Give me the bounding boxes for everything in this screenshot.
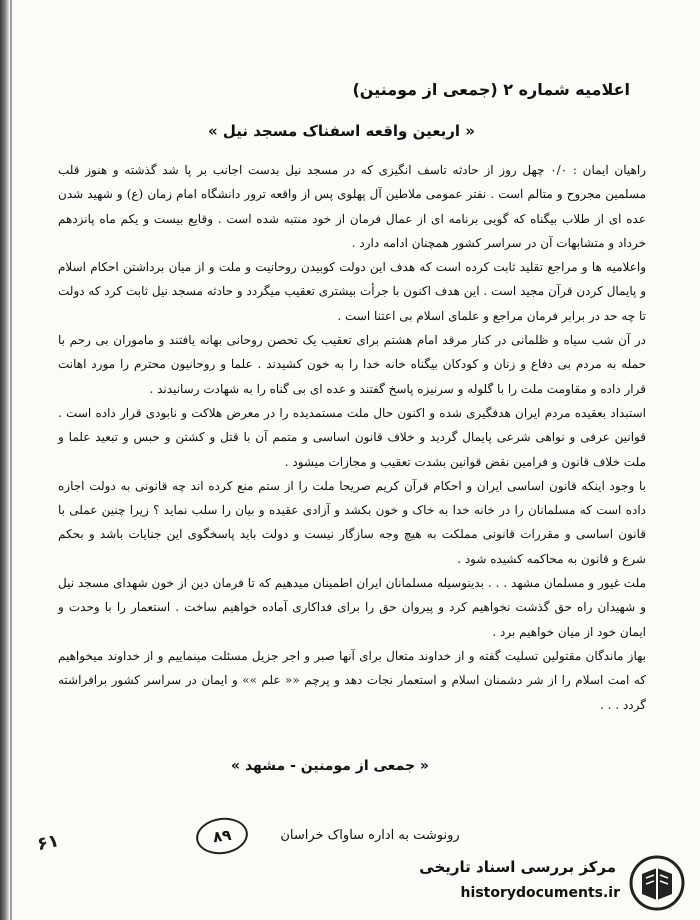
archive-logo-icon	[626, 854, 688, 912]
corner-number-mark: ۶۱	[35, 830, 61, 856]
watermark-url: historydocuments.ir	[460, 885, 620, 901]
archive-watermark	[419, 852, 694, 916]
body-paragraph: راهیان ایمان : ۰/۰ چهل روز از حادثه تاسف انگیزی که در مسجد نیل بدست اجانب بر پا شد گذشته و هنوز قلب مسلمین مجروح و متالم است . نفتر عمومی ملاطین آل پهلوی پس از واقعه ترور دانشگاه امام زمان (ع) و شهید شدن عده ای از طلاب بیگناه که گویی برنامه ای از عمال فرمان از خود منتبه شده است . وقایع بیست و یکم ماه پانزدهم خرداد و متشابهات آن در سراسر کشور همچنان ادامه دارد .	[58, 163, 646, 250]
body-paragraph: بهاز ماندگان مقتولین تسلیت گفته و از خداوند متعال برای آنها صبر و اجر جزیل مسئلت مینماییم و از خداوند میخواهیم که امت اسلام را از شر دشمنان اسلام و استعمار نجات دهد و پرچم «« علم »» و ایمان در سراسر کشور برافراشته گردد . . .	[58, 648, 646, 712]
body-paragraph: ملت غیور و مسلمان مشهد . . . بدینوسیله مسلمانان ایران اطمینان میدهیم که تا فرمان دین از خون شهدای مسجد نیل و شهیدان راه حق گذشت نخواهیم کرد و پیروان حق را برای فداکاری آماده خواهیم ساخت . استعمار را با وحدت و ایمان خود از میان خواهیم برد .	[58, 576, 646, 639]
body-paragraph: استبداد بعقیده مردم ایران هدفگیری شده و اکنون حال ملت مستمدیده را در معرض هلاکت و نابودی قرار داده است . قوانین عرفی و نواهی شرعی پایمال گردید و خلاف قانون اساسی و متمم آن با قتل و کشتن و حبس و تبعید علما و ملت خلاف قانون و فرامین نقض قوانین بشدت تعقیب و مجازات میشود .	[58, 405, 646, 469]
body-paragraph: در آن شب سیاه و ظلمانی در کنار مرقد امام هشتم برای تعقیب یک تحصن روحانی بهانه یافتند و ماموران بی رحم با حمله به مردم بی دفاع و زنان و کودکان بیگناه خانه خدا را به خون کشیدند . علما و روحانیون محترم را مورد اهانت قرار داده و مقاومت ملت را با گلوله و سرنیزه پاسخ گفتند و عده ای بی گناه را به شهادت رسانیدند .	[58, 333, 646, 396]
document-signature: « جمعی از مومنین - مشهد »	[231, 758, 429, 774]
carbon-copy-line: رونوشت به اداره ساواک خراسان	[280, 828, 460, 843]
body-paragraph: واعلامیه ها و مراجع تقلید ثابت کرده است که هدف این دولت کوبیدن روحانیت و ملت و از میان برداشتن احکام اسلام و پایمال کردن قرآن مجید است . این هدف اکنون با جرأت بیشتری تعقیب میگردد و حادثه مسجد نیل ثابت کرد که دولت تا چه حد در برابر فرمان مراجع و علمای اسلام بی اعتنا است .	[58, 260, 646, 323]
document-title: « اربعین واقعه اسفناک مسجد نیل »	[207, 122, 475, 140]
document-body	[58, 158, 646, 717]
watermark-title: مرکز بررسی اسناد تاریخی	[419, 858, 616, 876]
page-number-stamp: ۸۹	[194, 815, 251, 858]
body-paragraph: با وجود اینکه قانون اساسی ایران و احکام قرآن کریم صریحا ملت را از ستم منع کرده اند چه قانونی به دولت اجازه داده است که مسلمانان را در خانه خدا به خاک و خون بکشد و آزادی عقیده و بیان را سلب نماید ؟ زیرا چنین عملی با قانون اساسی و مقررات قانونی مملکت به هیچ وجه سازگار نیست و دولت باید پاسخگوی این جنایات باشد و بحکم شرع و قانون به محاکمه کشیده شود .	[58, 478, 646, 566]
document-header: اعلامیه شماره ۲ (جمعی از مومنین)	[352, 80, 630, 99]
